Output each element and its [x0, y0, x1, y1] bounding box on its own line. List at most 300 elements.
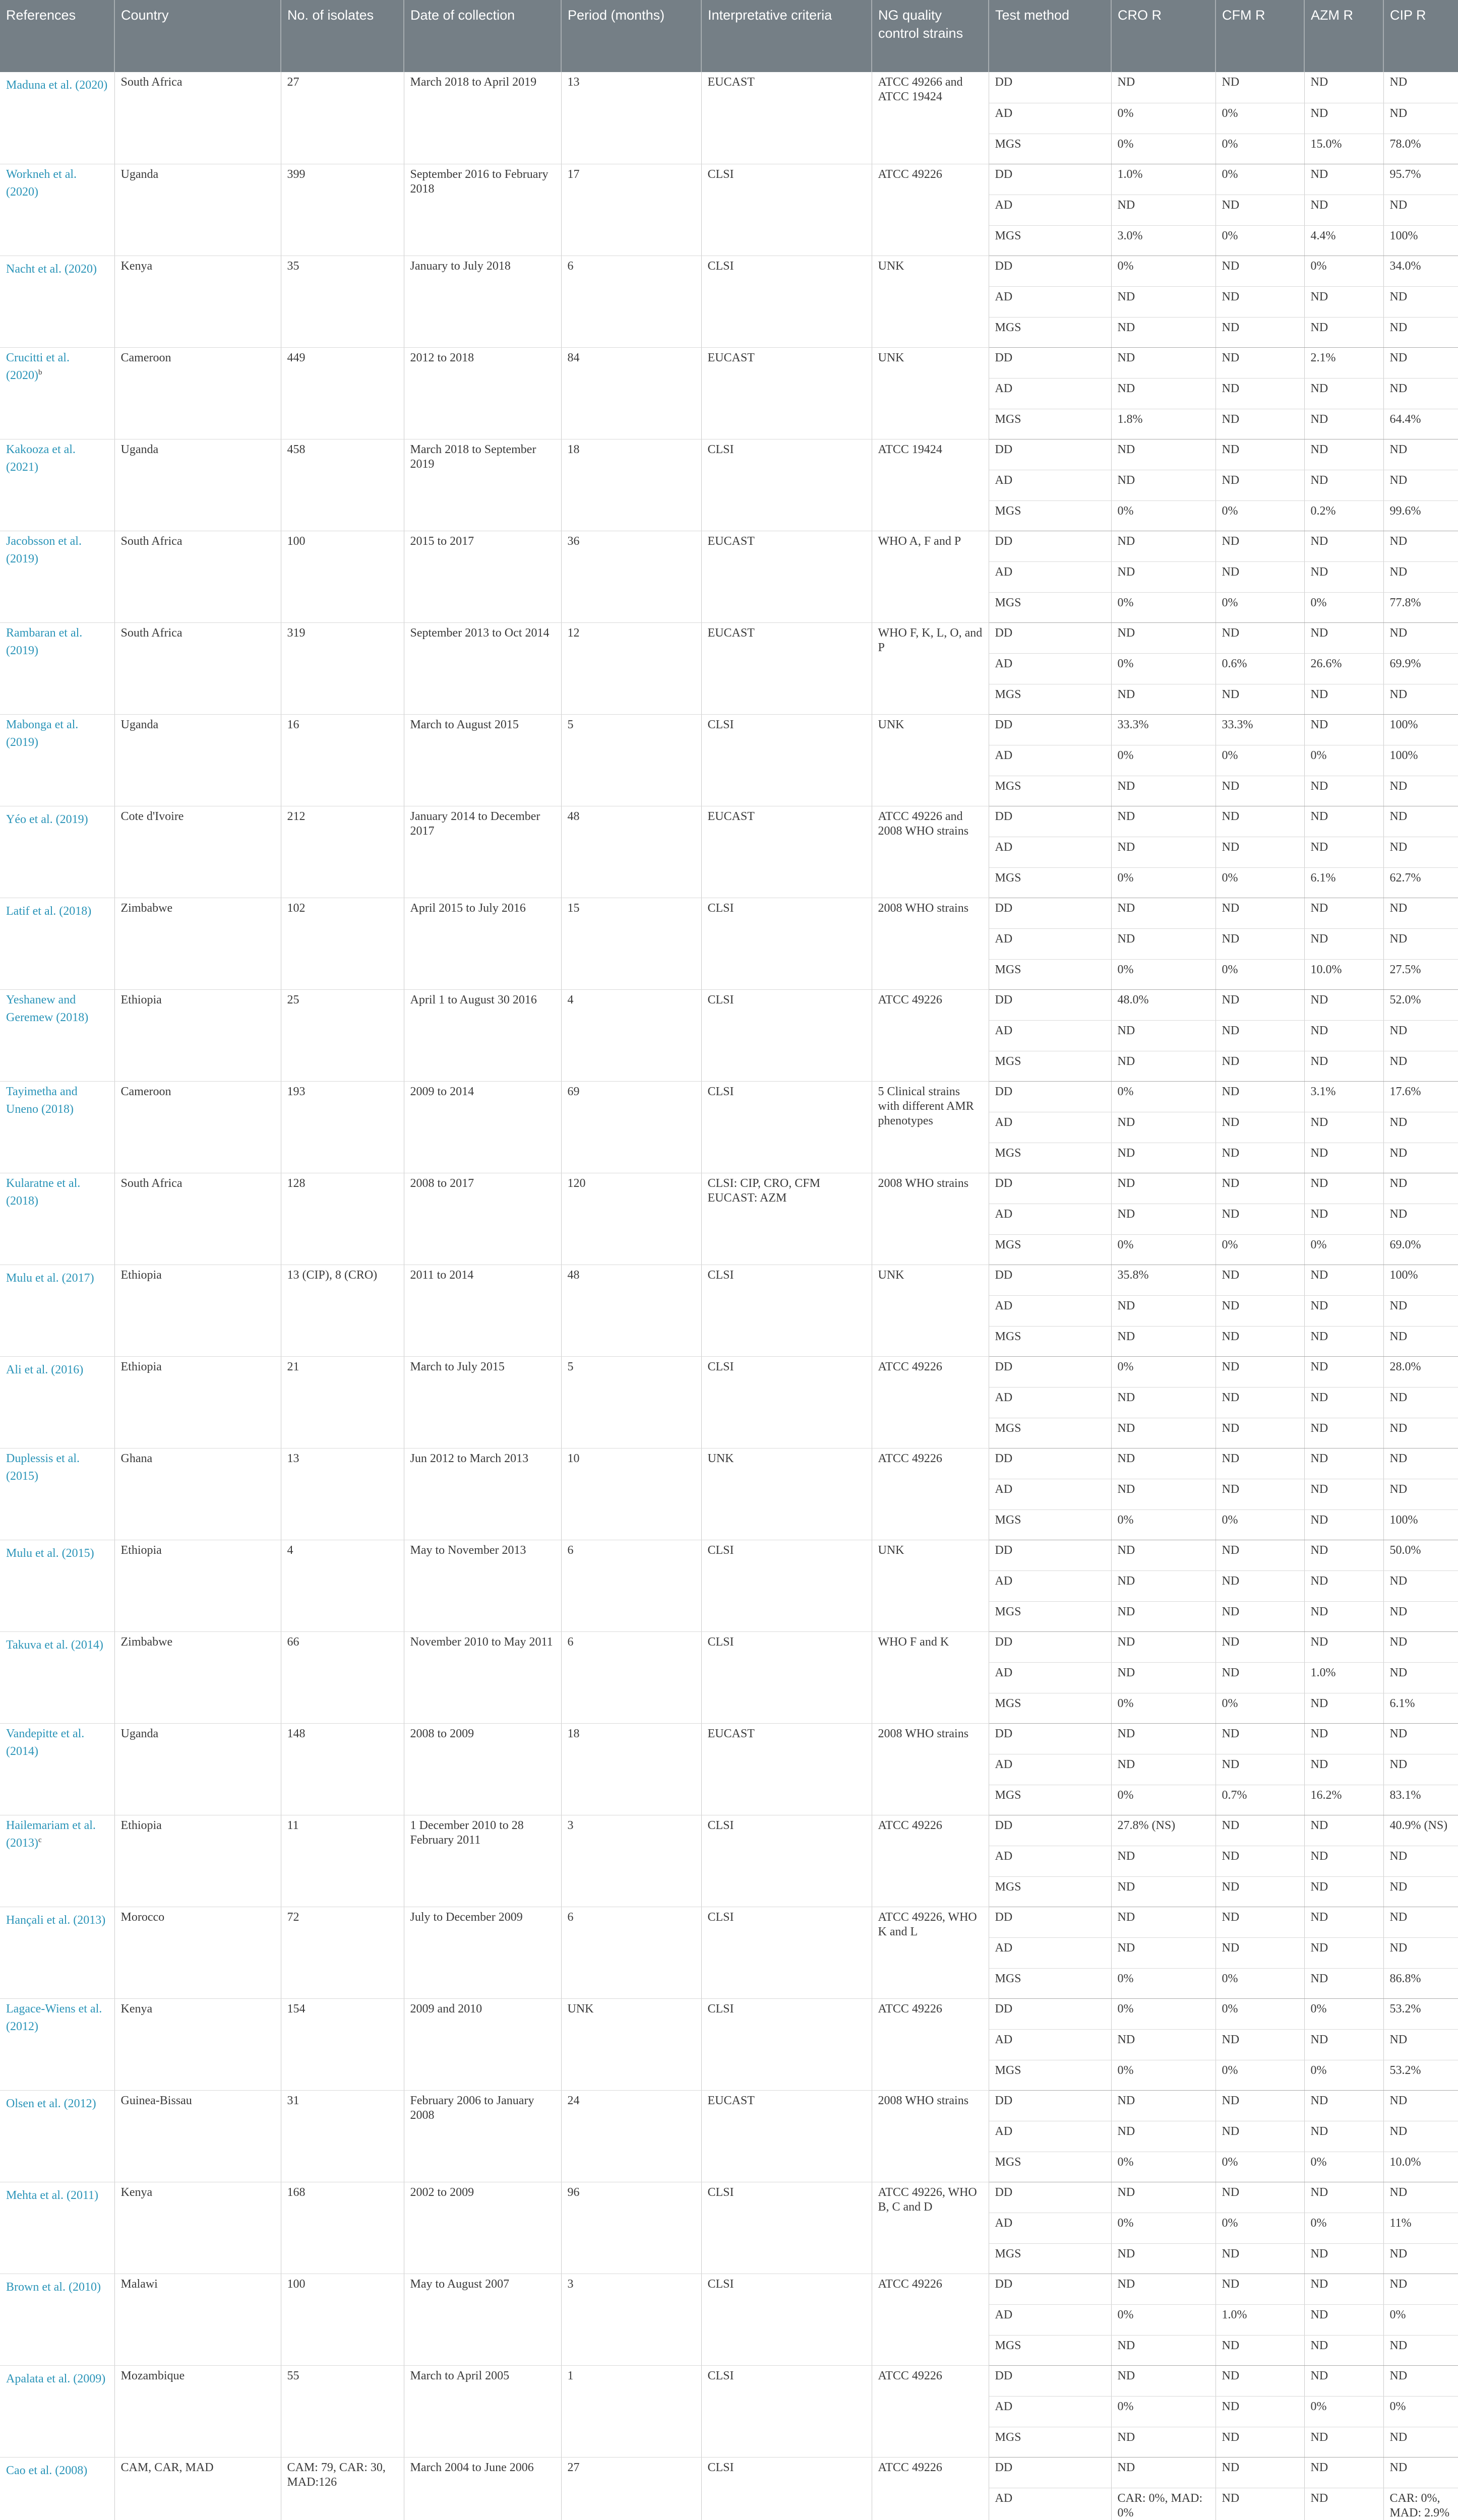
strains-cell: 5 Clinical strains with different AMR phenotypes	[872, 1081, 989, 1173]
isolates-cell: 11	[281, 1815, 404, 1907]
reference-link[interactable]	[0, 1356, 114, 1448]
date-cell: September 2016 to February 2018	[404, 164, 561, 256]
criteria-cell: CLSI	[701, 439, 872, 531]
cip-cell: 10.0%	[1383, 2152, 1458, 2182]
isolates-cell: 399	[281, 164, 404, 256]
cfm-cell: ND	[1216, 2182, 1304, 2213]
cro-cell: 0%	[1111, 2060, 1216, 2090]
azm-cell: ND	[1304, 837, 1383, 867]
reference-link[interactable]	[0, 1173, 114, 1265]
reference-text[interactable]: Maduna et al. (2020)	[6, 79, 108, 92]
azm-cell: ND	[1304, 989, 1383, 1020]
period-cell: 3	[561, 2274, 701, 2365]
azm-cell: ND	[1304, 2365, 1383, 2396]
table-row	[0, 1998, 1458, 2029]
cip-cell: ND	[1383, 317, 1458, 347]
test-method-cell: AD	[989, 653, 1111, 684]
cfm-cell: 0%	[1216, 867, 1304, 898]
test-method-cell: MGS	[989, 2427, 1111, 2457]
date-cell: September 2013 to Oct 2014	[404, 622, 561, 714]
strains-cell: UNK	[872, 1265, 989, 1356]
cro-cell: ND	[1111, 837, 1216, 867]
azm-cell: ND	[1304, 317, 1383, 347]
cfm-cell: ND	[1216, 1112, 1304, 1143]
strains-cell: WHO A, F and P	[872, 531, 989, 622]
cfm-cell: ND	[1216, 2488, 1304, 2520]
azm-cell: ND	[1304, 439, 1383, 470]
strains-cell: UNK	[872, 256, 989, 347]
reference-text[interactable]: Hailemariam et al. (2013)	[6, 1818, 96, 1850]
reference-link[interactable]	[0, 2090, 114, 2182]
cip-cell: ND	[1383, 378, 1458, 409]
test-method-cell: DD	[989, 1173, 1111, 1204]
test-method-cell: AD	[989, 1204, 1111, 1234]
reference-text[interactable]: Latif et al. (2018)	[6, 904, 92, 918]
test-method-cell: AD	[989, 2488, 1111, 2520]
table-row	[0, 2274, 1458, 2304]
cro-cell: ND	[1111, 1754, 1216, 1785]
criteria-cell: CLSI	[701, 1998, 872, 2090]
cfm-cell: 0%	[1216, 1693, 1304, 1723]
period-cell: 48	[561, 806, 701, 898]
cip-cell: ND	[1383, 286, 1458, 317]
azm-cell: ND	[1304, 684, 1383, 714]
reference-link[interactable]	[0, 439, 114, 531]
strains-cell: UNK	[872, 347, 989, 439]
test-method-cell: MGS	[989, 959, 1111, 989]
cfm-cell: ND	[1216, 1020, 1304, 1051]
azm-cell: ND	[1304, 1356, 1383, 1387]
cfm-cell: 0%	[1216, 1509, 1304, 1540]
cro-cell: ND	[1111, 286, 1216, 317]
criteria-cell: CLSI	[701, 989, 872, 1081]
cfm-cell: ND	[1216, 2365, 1304, 2396]
strains-cell: UNK	[872, 1540, 989, 1631]
cro-cell: 0%	[1111, 653, 1216, 684]
reference-text[interactable]: Mehta et al. (2011)	[6, 2188, 99, 2202]
reference-text[interactable]: Crucitti et al. (2020)	[6, 351, 70, 382]
period-cell: 18	[561, 439, 701, 531]
criteria-cell: CLSI	[701, 898, 872, 989]
reference-link[interactable]	[0, 1448, 114, 1540]
cip-cell: 27.5%	[1383, 959, 1458, 989]
criteria-cell: CLSI	[701, 714, 872, 806]
reference-link[interactable]	[0, 714, 114, 806]
cro-cell: ND	[1111, 2457, 1216, 2488]
cfm-cell: ND	[1216, 256, 1304, 286]
table-row	[0, 1356, 1458, 1387]
cro-cell: ND	[1111, 195, 1216, 225]
reference-text[interactable]: Nacht et al. (2020)	[6, 262, 97, 276]
test-method-cell: DD	[989, 1356, 1111, 1387]
cfm-cell: ND	[1216, 1723, 1304, 1754]
test-method-cell: AD	[989, 2029, 1111, 2060]
reference-link[interactable]	[0, 164, 114, 256]
strains-cell: WHO F, K, L, O, and P	[872, 622, 989, 714]
cro-cell: ND	[1111, 378, 1216, 409]
test-method-cell: AD	[989, 1295, 1111, 1326]
criteria-cell: CLSI	[701, 1356, 872, 1448]
azm-cell: ND	[1304, 1051, 1383, 1081]
isolates-cell: 35	[281, 256, 404, 347]
azm-cell: ND	[1304, 2274, 1383, 2304]
cip-cell: ND	[1383, 1051, 1458, 1081]
table-row	[0, 2365, 1458, 2396]
cip-cell: 83.1%	[1383, 1785, 1458, 1815]
cro-cell: 33.3%	[1111, 714, 1216, 745]
strains-cell: ATCC 49226	[872, 989, 989, 1081]
cip-cell: 100%	[1383, 225, 1458, 256]
reference-link[interactable]	[0, 256, 114, 347]
country-cell: Kenya	[114, 256, 281, 347]
table-row	[0, 164, 1458, 195]
cfm-cell: ND	[1216, 622, 1304, 653]
test-method-cell: AD	[989, 286, 1111, 317]
reference-text[interactable]: Apalata et al. (2009)	[6, 2372, 106, 2385]
cip-cell: 64.4%	[1383, 409, 1458, 439]
cfm-cell: 0%	[1216, 2152, 1304, 2182]
cip-cell: ND	[1383, 2335, 1458, 2365]
reference-link[interactable]	[0, 1907, 114, 1998]
azm-cell: ND	[1304, 409, 1383, 439]
cro-cell: ND	[1111, 1204, 1216, 1234]
cip-cell: 40.9% (NS)	[1383, 1815, 1458, 1846]
country-cell: South Africa	[114, 72, 281, 164]
reference-text[interactable]: Lagace-Wiens et al. (2012)	[6, 2002, 102, 2033]
reference-text[interactable]: Mulu et al. (2015)	[6, 1546, 94, 1560]
test-method-cell: AD	[989, 1387, 1111, 1418]
header-criteria: Interpretative criteria	[701, 0, 872, 72]
cfm-cell: ND	[1216, 806, 1304, 837]
header-period: Period (months)	[561, 0, 701, 72]
cro-cell: ND	[1111, 684, 1216, 714]
isolates-cell: 100	[281, 2274, 404, 2365]
cip-cell: 95.7%	[1383, 164, 1458, 195]
cip-cell: ND	[1383, 2457, 1458, 2488]
table-row	[0, 2090, 1458, 2121]
test-method-cell: DD	[989, 164, 1111, 195]
azm-cell: 0%	[1304, 1998, 1383, 2029]
cip-cell: 6.1%	[1383, 1693, 1458, 1723]
azm-cell: ND	[1304, 1509, 1383, 1540]
reference-link[interactable]	[0, 2274, 114, 2365]
country-cell: Ethiopia	[114, 1356, 281, 1448]
date-cell: March to April 2005	[404, 2365, 561, 2457]
reference-text[interactable]: Kularatne et al. (2018)	[6, 1176, 81, 1208]
cfm-cell: ND	[1216, 2335, 1304, 2365]
test-method-cell: AD	[989, 2396, 1111, 2427]
date-cell: March 2004 to June 2006	[404, 2457, 561, 2520]
cro-cell: ND	[1111, 2090, 1216, 2121]
azm-cell: 0%	[1304, 2396, 1383, 2427]
cfm-cell: ND	[1216, 378, 1304, 409]
azm-cell: ND	[1304, 531, 1383, 561]
criteria-cell: UNK	[701, 1448, 872, 1540]
cip-cell: ND	[1383, 1876, 1458, 1907]
cfm-cell: ND	[1216, 1907, 1304, 1937]
cip-cell: ND	[1383, 1143, 1458, 1173]
isolates-cell: 16	[281, 714, 404, 806]
reference-text[interactable]: Kakooza et al. (2021)	[6, 443, 76, 474]
test-method-cell: DD	[989, 439, 1111, 470]
isolates-cell: 55	[281, 2365, 404, 2457]
criteria-cell: CLSI	[701, 2365, 872, 2457]
test-method-cell: MGS	[989, 1601, 1111, 1631]
criteria-cell: CLSI	[701, 1081, 872, 1173]
azm-cell: 1.0%	[1304, 1662, 1383, 1693]
isolates-cell: 154	[281, 1998, 404, 2090]
azm-cell: ND	[1304, 1876, 1383, 1907]
isolates-cell: CAM: 79, CAR: 30, MAD:126	[281, 2457, 404, 2520]
cip-cell: ND	[1383, 1020, 1458, 1051]
cip-cell: 34.0%	[1383, 256, 1458, 286]
cfm-cell: 0%	[1216, 959, 1304, 989]
test-method-cell: AD	[989, 561, 1111, 592]
test-method-cell: DD	[989, 989, 1111, 1020]
cfm-cell: ND	[1216, 2243, 1304, 2274]
cro-cell: ND	[1111, 1601, 1216, 1631]
azm-cell: ND	[1304, 1295, 1383, 1326]
cfm-cell: ND	[1216, 2029, 1304, 2060]
test-method-cell: AD	[989, 2304, 1111, 2335]
reference-link[interactable]	[0, 1081, 114, 1173]
period-cell: 96	[561, 2182, 701, 2274]
date-cell: 2015 to 2017	[404, 531, 561, 622]
cfm-cell: ND	[1216, 72, 1304, 103]
reference-link[interactable]	[0, 2457, 114, 2520]
cip-cell: ND	[1383, 1326, 1458, 1356]
date-cell: 2009 and 2010	[404, 1998, 561, 2090]
test-method-cell: AD	[989, 837, 1111, 867]
cip-cell: ND	[1383, 684, 1458, 714]
isolates-cell: 168	[281, 2182, 404, 2274]
country-cell: South Africa	[114, 531, 281, 622]
date-cell: 2008 to 2017	[404, 1173, 561, 1265]
cfm-cell: 33.3%	[1216, 714, 1304, 745]
cro-cell: ND	[1111, 1570, 1216, 1601]
reference-text[interactable]: Jacobsson et al. (2019)	[6, 534, 82, 565]
test-method-cell: DD	[989, 2182, 1111, 2213]
cfm-cell: ND	[1216, 2396, 1304, 2427]
header-cip: CIP R	[1383, 0, 1458, 72]
header-azm: AZM R	[1304, 0, 1383, 72]
cfm-cell: ND	[1216, 561, 1304, 592]
criteria-cell: CLSI	[701, 2274, 872, 2365]
table-row	[0, 1540, 1458, 1570]
azm-cell: ND	[1304, 1112, 1383, 1143]
cfm-cell: 0%	[1216, 500, 1304, 531]
reference-link[interactable]	[0, 1631, 114, 1723]
header-date: Date of collection	[404, 0, 561, 72]
reference-text[interactable]: Yeshanew and Geremew (2018)	[6, 993, 89, 1024]
reference-text[interactable]: Olsen et al. (2012)	[6, 2097, 96, 2110]
cip-cell: ND	[1383, 1723, 1458, 1754]
azm-cell: 3.1%	[1304, 1081, 1383, 1112]
cro-cell: ND	[1111, 2243, 1216, 2274]
test-method-cell: MGS	[989, 2060, 1111, 2090]
reference-link[interactable]	[0, 1265, 114, 1356]
reference-text[interactable]: Ali et al. (2016)	[6, 1363, 84, 1376]
azm-cell: 4.4%	[1304, 225, 1383, 256]
azm-cell: ND	[1304, 1754, 1383, 1785]
country-cell: Cote d'Ivoire	[114, 806, 281, 898]
cro-cell: ND	[1111, 439, 1216, 470]
reference-link[interactable]	[0, 1540, 114, 1631]
reference-text[interactable]: Vandepitte et al. (2014)	[6, 1727, 85, 1758]
criteria-cell: CLSI	[701, 2182, 872, 2274]
cro-cell: 0%	[1111, 1785, 1216, 1815]
cip-cell: 53.2%	[1383, 1998, 1458, 2029]
azm-cell: ND	[1304, 1479, 1383, 1509]
reference-text[interactable]: Brown et al. (2010)	[6, 2280, 101, 2294]
test-method-cell: DD	[989, 1815, 1111, 1846]
cro-cell: ND	[1111, 1876, 1216, 1907]
criteria-cell: CLSI	[701, 256, 872, 347]
period-cell: 84	[561, 347, 701, 439]
table-row	[0, 1723, 1458, 1754]
reference-link[interactable]	[0, 1815, 114, 1907]
table-row	[0, 1081, 1458, 1112]
cro-cell: 0%	[1111, 1509, 1216, 1540]
test-method-cell: AD	[989, 928, 1111, 959]
cro-cell: ND	[1111, 776, 1216, 806]
cfm-cell: ND	[1216, 1570, 1304, 1601]
reference-link[interactable]	[0, 1998, 114, 2090]
test-method-cell: MGS	[989, 1326, 1111, 1356]
cro-cell: 0%	[1111, 745, 1216, 776]
reference-text[interactable]: Takuva et al. (2014)	[6, 1638, 103, 1652]
country-cell: Mozambique	[114, 2365, 281, 2457]
cip-cell: ND	[1383, 1418, 1458, 1448]
reference-text[interactable]: Yéo et al. (2019)	[6, 812, 88, 826]
cro-cell: 1.0%	[1111, 164, 1216, 195]
cip-cell: ND	[1383, 2182, 1458, 2213]
test-method-cell: MGS	[989, 592, 1111, 622]
criteria-cell: CLSI	[701, 1265, 872, 1356]
cfm-cell: ND	[1216, 684, 1304, 714]
cip-cell: 69.0%	[1383, 1234, 1458, 1265]
reference-text[interactable]: Mulu et al. (2017)	[6, 1271, 94, 1285]
azm-cell: ND	[1304, 1693, 1383, 1723]
test-method-cell: AD	[989, 1112, 1111, 1143]
cro-cell: ND	[1111, 72, 1216, 103]
cro-cell: 0%	[1111, 867, 1216, 898]
cfm-cell: ND	[1216, 1265, 1304, 1295]
reference-link[interactable]	[0, 898, 114, 989]
cro-cell: ND	[1111, 1540, 1216, 1570]
reference-link[interactable]	[0, 806, 114, 898]
cfm-cell: ND	[1216, 2427, 1304, 2457]
period-cell: 69	[561, 1081, 701, 1173]
cfm-cell: ND	[1216, 531, 1304, 561]
cip-cell: ND	[1383, 1907, 1458, 1937]
cfm-cell: ND	[1216, 409, 1304, 439]
period-cell: 3	[561, 1815, 701, 1907]
reference-link[interactable]	[0, 989, 114, 1081]
test-method-cell: MGS	[989, 1143, 1111, 1173]
reference-text[interactable]: Tayimetha and Uneno (2018)	[6, 1085, 78, 1116]
test-method-cell: DD	[989, 898, 1111, 928]
reference-link[interactable]	[0, 622, 114, 714]
cip-cell: ND	[1383, 898, 1458, 928]
azm-cell: ND	[1304, 1937, 1383, 1968]
table-row	[0, 1448, 1458, 1479]
cip-cell: ND	[1383, 2121, 1458, 2152]
azm-cell: ND	[1304, 103, 1383, 134]
azm-cell: 0%	[1304, 2213, 1383, 2243]
header-cfm: CFM R	[1216, 0, 1304, 72]
cro-cell: ND	[1111, 347, 1216, 378]
azm-cell: ND	[1304, 2121, 1383, 2152]
table-row	[0, 989, 1458, 1020]
cip-cell: 28.0%	[1383, 1356, 1458, 1387]
country-cell: Kenya	[114, 2182, 281, 2274]
reference-text[interactable]: Mabonga et al. (2019)	[6, 718, 79, 749]
period-cell: 15	[561, 898, 701, 989]
reference-link[interactable]	[0, 72, 114, 164]
test-method-cell: DD	[989, 1448, 1111, 1479]
cfm-cell: ND	[1216, 2457, 1304, 2488]
test-method-cell: MGS	[989, 2243, 1111, 2274]
reference-text[interactable]: Cao et al. (2008)	[6, 2464, 88, 2477]
reference-text[interactable]: Duplessis et al. (2015)	[6, 1452, 80, 1483]
date-cell: May to August 2007	[404, 2274, 561, 2365]
cip-cell: ND	[1383, 72, 1458, 103]
reference-link[interactable]	[0, 2182, 114, 2274]
reference-link[interactable]	[0, 347, 114, 439]
test-method-cell: AD	[989, 103, 1111, 134]
reference-text[interactable]: Rambaran et al. (2019)	[6, 626, 83, 657]
country-cell: South Africa	[114, 622, 281, 714]
reference-link[interactable]	[0, 1723, 114, 1815]
azm-cell: ND	[1304, 1601, 1383, 1631]
cro-cell: ND	[1111, 1295, 1216, 1326]
table-row	[0, 531, 1458, 561]
test-method-cell: DD	[989, 622, 1111, 653]
azm-cell: 10.0%	[1304, 959, 1383, 989]
strains-cell: ATCC 49226, WHO B, C and D	[872, 2182, 989, 2274]
country-cell: Malawi	[114, 2274, 281, 2365]
country-cell: Cameroon	[114, 1081, 281, 1173]
cfm-cell: 0%	[1216, 592, 1304, 622]
criteria-cell: EUCAST	[701, 347, 872, 439]
test-method-cell: MGS	[989, 1509, 1111, 1540]
cip-cell: ND	[1383, 2090, 1458, 2121]
reference-text[interactable]: Workneh et al. (2020)	[6, 167, 77, 199]
date-cell: May to November 2013	[404, 1540, 561, 1631]
country-cell: Zimbabwe	[114, 898, 281, 989]
date-cell: July to December 2009	[404, 1907, 561, 1998]
cip-cell: ND	[1383, 2274, 1458, 2304]
reference-text[interactable]: Hançali et al. (2013)	[6, 1913, 106, 1927]
reference-link[interactable]	[0, 2365, 114, 2457]
strains-cell: ATCC 49226, WHO K and L	[872, 1907, 989, 1998]
cip-cell: 100%	[1383, 714, 1458, 745]
test-method-cell: MGS	[989, 1418, 1111, 1448]
reference-link[interactable]	[0, 531, 114, 622]
cfm-cell: ND	[1216, 1815, 1304, 1846]
date-cell: 2011 to 2014	[404, 1265, 561, 1356]
cfm-cell: ND	[1216, 195, 1304, 225]
period-cell: 10	[561, 1448, 701, 1540]
period-cell: UNK	[561, 1998, 701, 2090]
criteria-cell: EUCAST	[701, 1723, 872, 1815]
cro-cell: 0%	[1111, 592, 1216, 622]
cfm-cell: 0%	[1216, 164, 1304, 195]
isolates-cell: 102	[281, 898, 404, 989]
cro-cell: 0%	[1111, 2213, 1216, 2243]
cip-cell: 100%	[1383, 1265, 1458, 1295]
